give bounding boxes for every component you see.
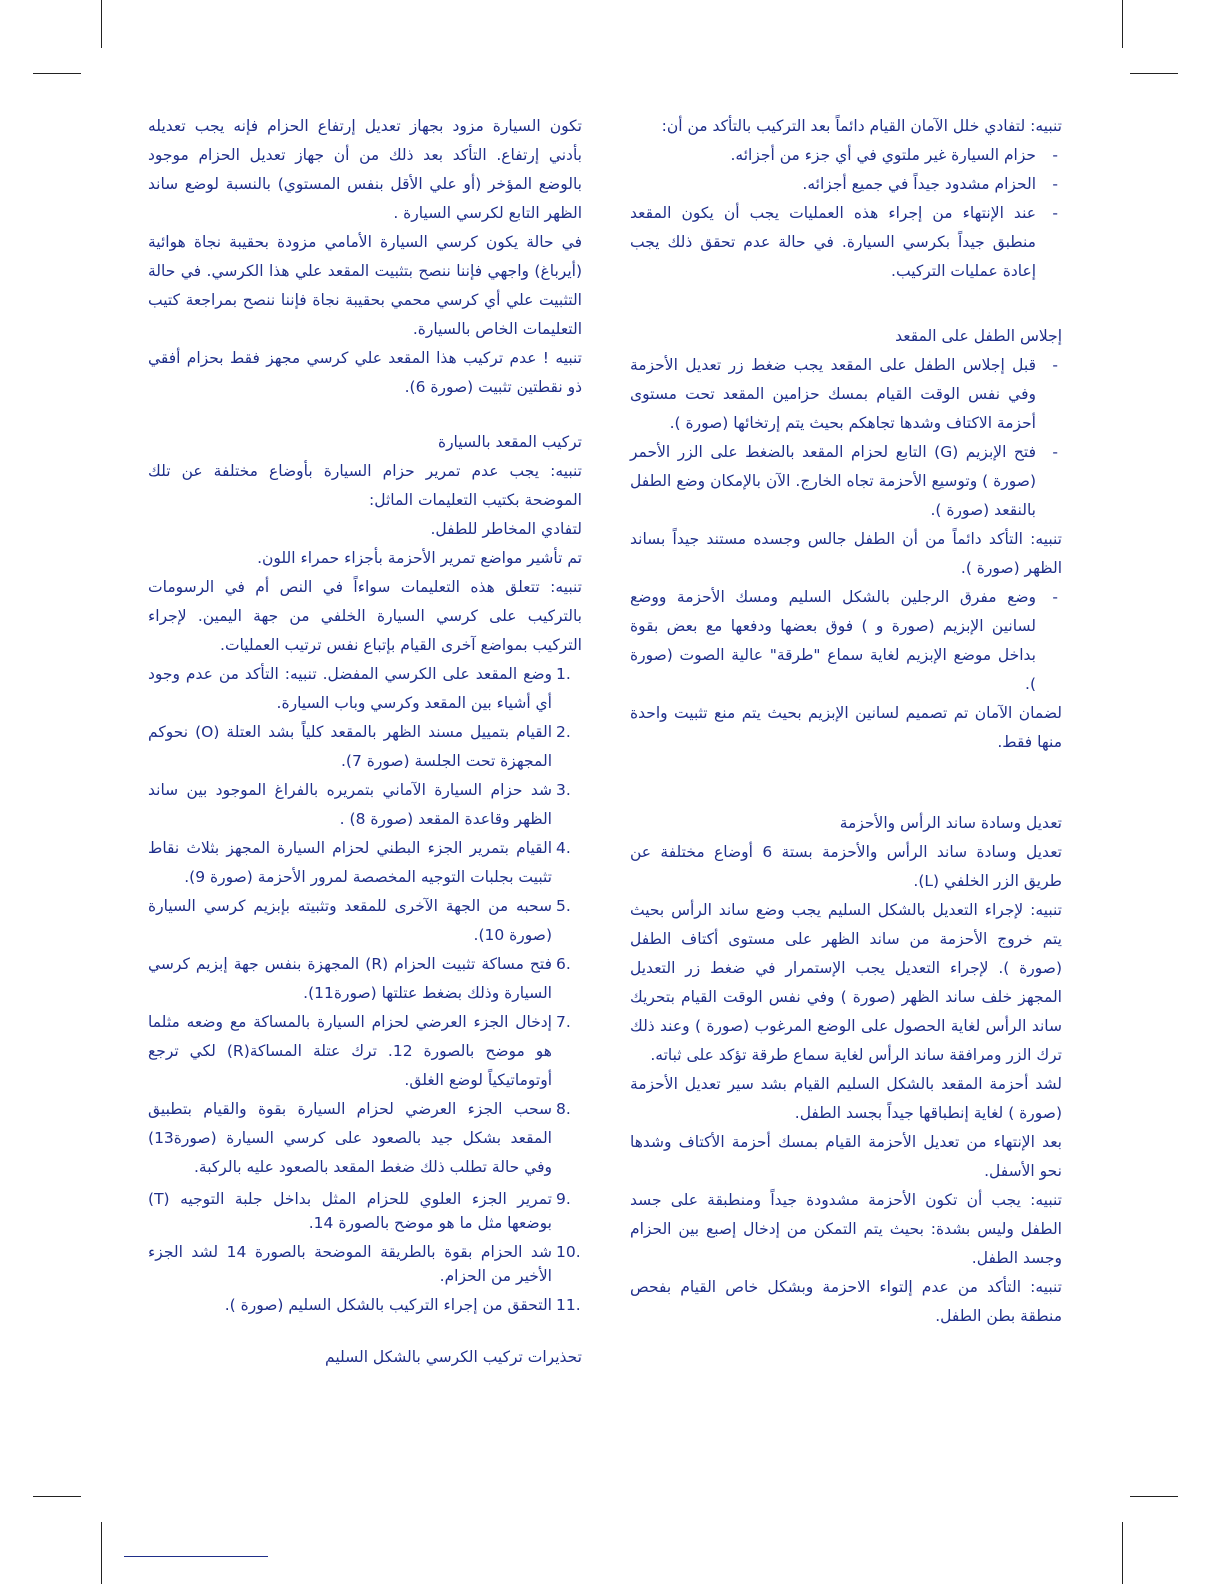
step-item (148, 660, 582, 718)
list-item: - الحزام مشدود جيداً في جميع أجزائه. (630, 170, 1062, 199)
step-text: إدخال الجزء العرضي لحزام السيارة بالمساكة مع وضعه مثلما هو موضح بالصورة 12. ترك عتلة المساكة(R) لكي ترجع أوتوماتيكياً لوضع الغلق. (148, 1013, 552, 1089)
seating-note: تنبيه: التأكد دائماً من أن الطفل جالس وجسده مستند جيداً بساند الظهر (صورة ). (630, 530, 1062, 577)
footer-rule (124, 1556, 268, 1557)
paragraph: تنبيه: لإجراء التعديل بالشكل السليم يجب وضع ساند الرأس بحيث يتم خروج الأحزمة من ساند الظهر على مستوى أكتاف الطفل (صورة ). لإجراء التعديل يجب الإستمرار في ضغط زر التعديل المجهز خلف ساند الظهر (صورة ) وفي نفس الوقت القيام بتحريك ساند الرأس لغاية الحصول على الوضع المرغوب (صورة ) وعند ذلك ترك الزر ومرافقة ساند الرأس لغاية سماع طرقة تؤكد على ثباته. (630, 901, 1062, 1064)
paragraph: تنبيه: يجب عدم تمرير حزام السيارة بأوضاع مختلفة عن تلك الموضحة بكتيب التعليمات الماثل: (148, 462, 582, 509)
step-number: 3. (556, 781, 571, 799)
crop-mark (1122, 1522, 1123, 1584)
paragraph: في حالة يكون كرسي السيارة الأمامي مزودة بحقيبة نجاة هوائية (أيرباغ) واجهي فإننا ننصح بتثبيت المقعد علي هذا الكرسي. في حالة التثبيت علي أي كرسي محمي بحقيبة نجاة فإننا ننصح بمراجعة كتيب التعليمات الخاص بالسيارة. (148, 233, 582, 338)
left-column (148, 112, 582, 1372)
crop-mark (101, 0, 102, 48)
step-item (148, 834, 582, 892)
step-text: القيام بتمييل مسند الظهر بالمقعد كلياً بشد العتلة (O) نحوكم المجهزة تحت الجلسة (صورة 7). (148, 723, 553, 770)
paragraph: تم تأشير مواضع تمرير الأحزمة بأجزاء حمراء اللون. (257, 549, 582, 567)
step-number: 6. (556, 955, 571, 973)
headrest-heading: تعديل وسادة ساند الرأس والأحزمة (839, 814, 1062, 832)
step-item (148, 1095, 582, 1182)
step-item (148, 776, 582, 834)
step-number: 8. (556, 1100, 571, 1118)
step-number: 10. (556, 1243, 581, 1261)
list-item: - حزام السيارة غير ملتوي في أي جزء من أجزائه. (630, 141, 1062, 170)
list-item: - قبل إجلاس الطفل على المقعد يجب ضغط زر تعديل الأحزمة وفي نفس الوقت القيام بمسك حزامين المقعد تحت مستوى أحزمة الاكتاف وشدها تجاهكم بحيث يتم إرتخائها (صورة ). (630, 351, 1062, 438)
step-item (148, 892, 582, 950)
step-item (148, 718, 582, 776)
step-item (148, 1008, 582, 1095)
step-text: شد حزام السيارة الآماني بتمريره بالفراغ الموجود بين ساند الظهر وقاعدة المقعد (صورة 8) . (148, 781, 552, 828)
step-number: 1. (556, 665, 571, 683)
install-heading: تركيب المقعد بالسيارة (437, 433, 582, 451)
step-text: وضع المقعد على الكرسي المفضل. تنبيه: التأكد من عدم وجود أي أشياء بين المقعد وكرسي وباب السيارة. (148, 665, 552, 712)
step-number: 9. (556, 1190, 571, 1208)
paragraph: تنبيه: تتعلق هذه التعليمات سواءاً في النص أم في الرسومات بالتركيب على كرسي السيارة الخلفي من جهة اليمين. لإجراء التركيب بمواضع آخرى القيام بإتباع نفس ترتيب العمليات. (148, 578, 582, 654)
step-text: القيام بتمرير الجزء البطني لحزام السيارة المجهز بثلاث نقاط تثبيت بجلبات التوجيه المخصصة لمرور الأحزمة (صورة 9). (148, 839, 552, 886)
paragraph: تنبيه: يجب أن تكون الأحزمة مشدودة جيداً ومنطبقة على جسد الطفل وليس بشدة: بحيث يتم التمكن من إدخال إصبع بين الحزام وجسد الطفل. (630, 1191, 1062, 1267)
step-item (148, 1240, 582, 1288)
paragraph: لتفادي المخاطر للطفل. (430, 520, 582, 538)
crop-mark (101, 1522, 102, 1584)
crop-mark (1130, 73, 1178, 74)
list-item: - فتح الإبزيم (G) التابع لحزام المقعد بالضغط على الزر الأحمر (صورة ) وتوسيع الأحزمة تجاه الخارج. الآن بالإمكان وضع الطفل بالنقعد (صورة ). (630, 438, 1062, 525)
step-item (148, 950, 582, 1008)
list-item: - عند الإنتهاء من إجراء هذه العمليات يجب أن يكون المقعد منطبق جيداً بكرسي السيارة. في حالة عدم تحقق ذلك يجب إعادة عمليات التركيب. (630, 199, 1062, 286)
paragraph: بعد الإنتهاء من تعديل الأحزمة القيام بمسك أحزمة الأكتاف وشدها نحو الأسفل. (630, 1133, 1062, 1180)
step-number: 11. (556, 1296, 581, 1314)
step-number: 2. (556, 723, 571, 741)
warnings-heading: تحذيرات تركيب الكرسي بالشكل السليم (325, 1348, 582, 1366)
safety-note: لضمان الآمان تم تصميم لسانين الإبزيم بحيث يتم منع تثبيت واحدة منها فقط. (630, 704, 1062, 751)
step-text: التحقق من إجراء التركيب بالشكل السليم (صورة ). (224, 1296, 552, 1314)
crop-mark (1122, 0, 1123, 48)
step-text: سحبه من الجهة الآخرى للمقعد وتثبيته بإبزيم كرسي السيارة (صورة 10). (148, 897, 552, 944)
step-text: سحب الجزء العرضي لحزام السيارة بقوة والقيام بتطبيق المقعد بشكل جيد بالصعود على كرسي السيارة (صورة13) وفي حالة تطلب ذلك ضغط المقعد بالصعود عليه بالركبة. (148, 1100, 552, 1176)
seating-heading: إجلاس الطفل على المقعد (895, 327, 1062, 345)
paragraph: تكون السيارة مزود بجهاز تعديل إرتفاع الحزام فإنه يجب تعديله بأدني إرتفاع. التأكد بعد ذلك من أن جهاز تعديل الحزام موجود بالوضع المؤخر (أو علي الأقل بنفس المستوي) بالنسبة لوضع ساند الظهر التابع لكرسي السيارة . (148, 117, 582, 222)
step-text: تمرير الجزء العلوي للحزام المثل بداخل جلبة التوجيه (T) بوضعها مثل ما هو موضح بالصورة 14. (148, 1190, 552, 1232)
step-number: 5. (556, 897, 571, 915)
crop-mark (33, 73, 81, 74)
step-text: فتح مساكة تثبيت الحزام (R) المجهزة بنفس جهة إبزيم كرسي السيارة وذلك بضغط عتلتها (صورة11). (148, 955, 552, 1002)
paragraph: تنبيه: التأكد من عدم إلتواء الاحزمة وبشكل خاص القيام بفحص منطقة بطن الطفل. (630, 1278, 1062, 1325)
step-text: شد الحزام بقوة بالطريقة الموضحة بالصورة 14 لشد الجزء الأخير من الحزام. (148, 1243, 552, 1285)
crop-mark (1130, 1496, 1178, 1497)
list-item: - وضع مفرق الرجلين بالشكل السليم ومسك الأحزمة ووضع لسانين الإبزيم (صورة و ) فوق بعضها ودفعها مع بعض بقوة بداخل موضع الإبزيم لغاية سماع "طرقة" عالية الصوت (صورة ). (630, 583, 1062, 699)
step-item (148, 1187, 582, 1235)
paragraph: لشد أحزمة المقعد بالشكل السليم القيام بشد سير تعديل الأحزمة (صورة ) لغاية إنطباقها جيداً بجسد الطفل. (630, 1075, 1062, 1122)
warning-intro: تنبيه: لتفادي خلل الآمان القيام دائماً بعد التركيب بالتأكد من أن: (661, 117, 1062, 135)
crop-mark (33, 1496, 81, 1497)
right-column (630, 112, 1062, 1331)
paragraph: تعديل وسادة ساند الرأس والأحزمة بستة 6 أوضاع مختلفة عن طريق الزر الخلفي (L). (630, 843, 1062, 890)
paragraph: تنبيه ! عدم تركيب هذا المقعد علي كرسي مجهز فقط بحزام أفقي ذو نقطتين تثبيت (صورة 6). (148, 349, 582, 396)
step-item (148, 1293, 582, 1317)
step-number: 7. (556, 1013, 571, 1031)
step-number: 4. (556, 839, 571, 857)
